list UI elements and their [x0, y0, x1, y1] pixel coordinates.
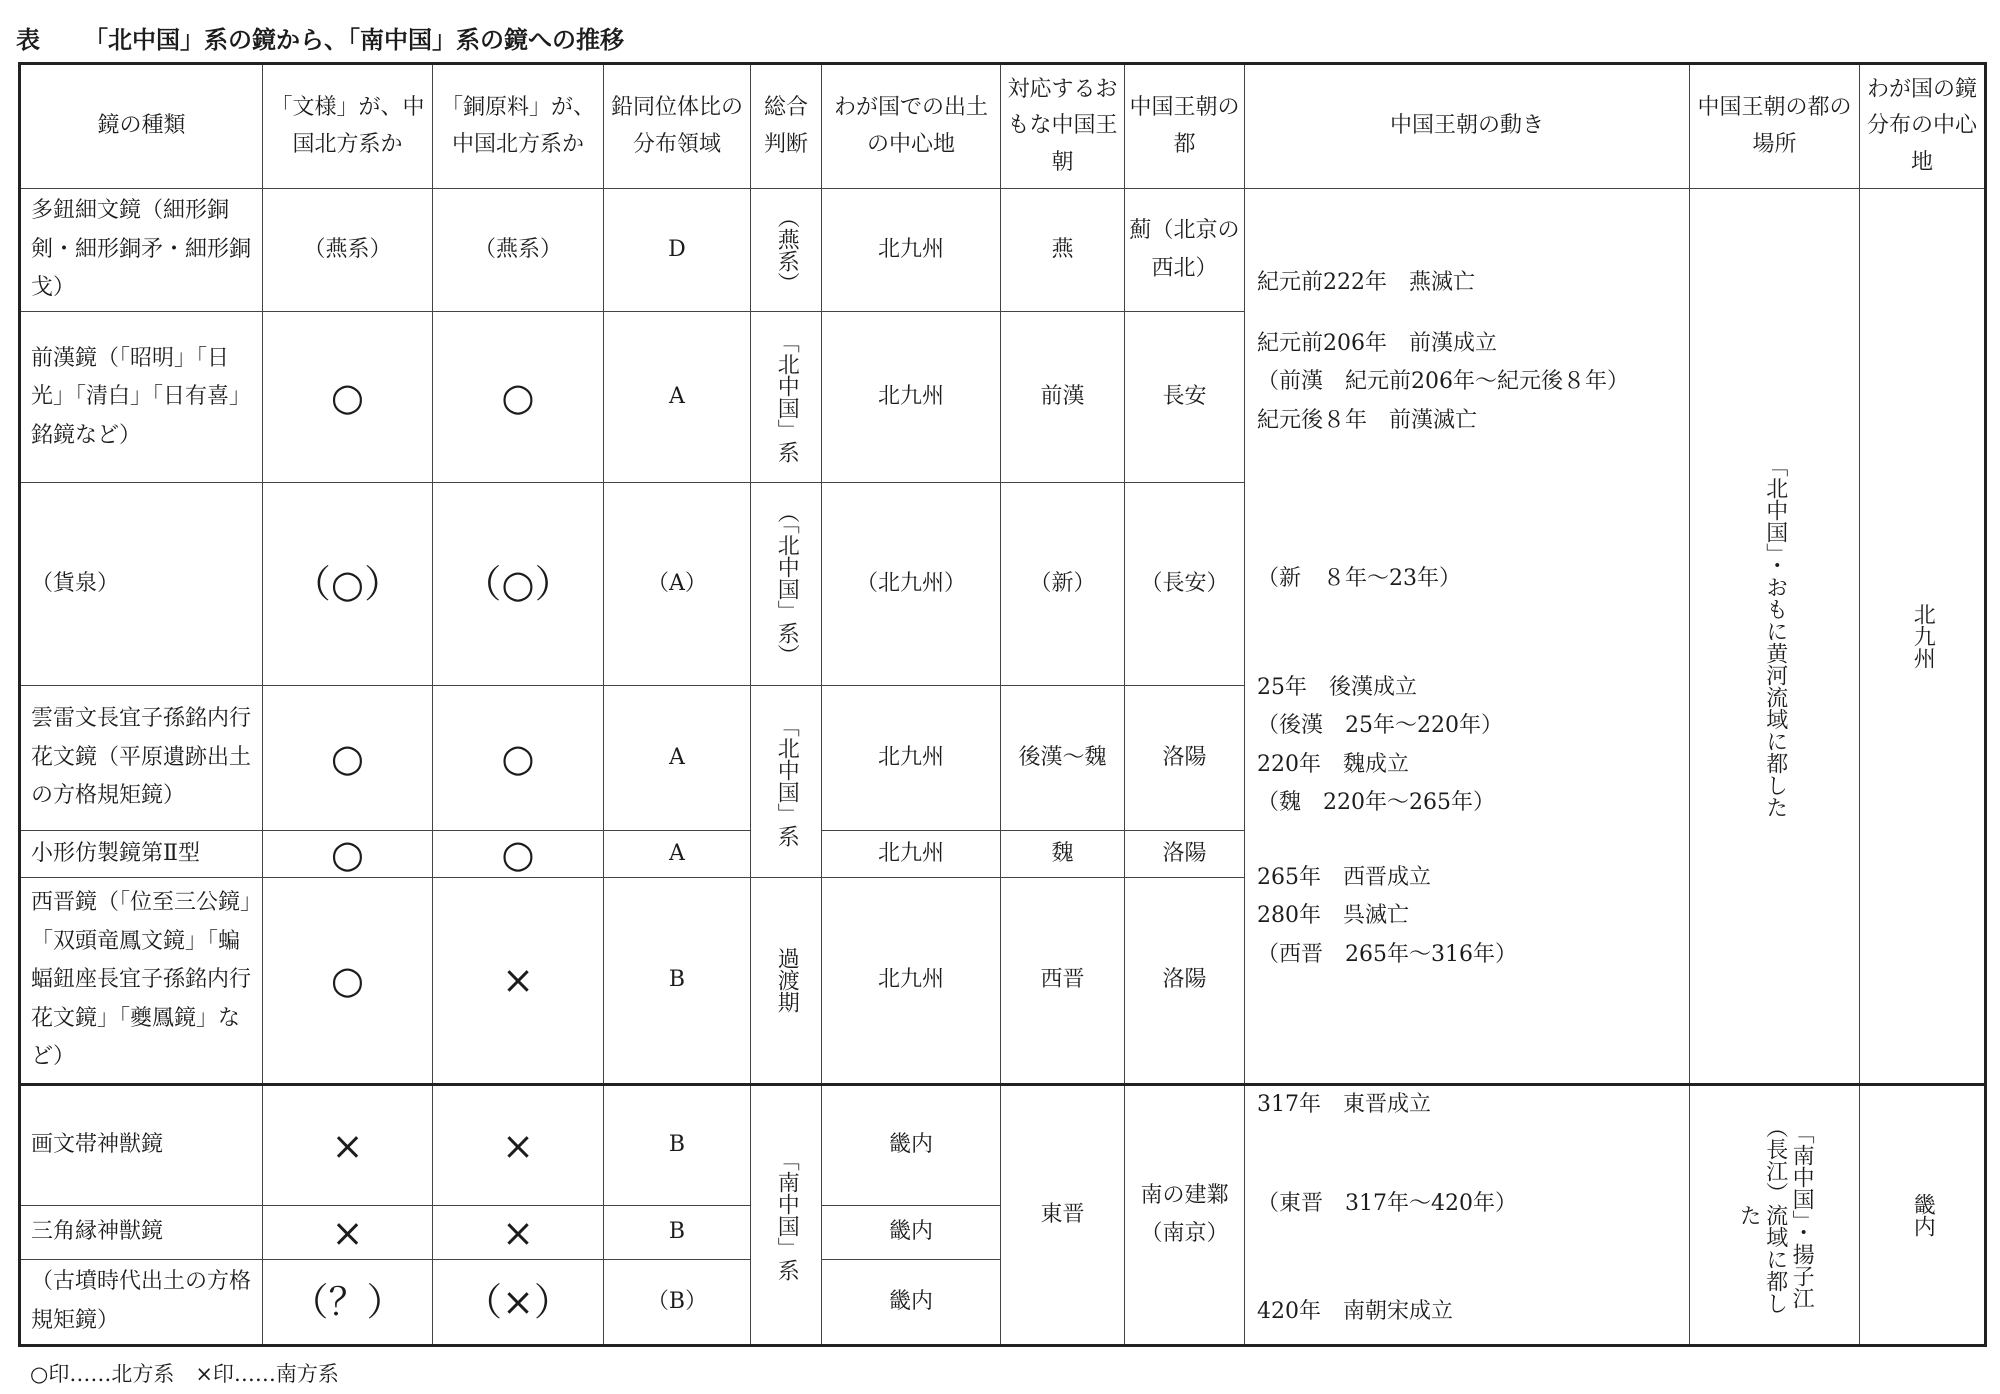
capital-place-north-text: 「北中国」・おもに黄河流域に都した — [1762, 454, 1788, 818]
header-kind: 鏡の種類 — [20, 64, 263, 189]
header-dynasty: 対応するおもな中国王朝 — [1001, 64, 1125, 189]
overall-text: 「北中国」系 — [774, 331, 800, 464]
header-row — [20, 64, 1986, 189]
site-cell: 北九州 — [822, 312, 1001, 483]
table-row — [20, 1085, 1986, 1206]
dist-south — [1860, 1085, 1986, 1346]
header-site: わが国での出土の中心地 — [822, 64, 1001, 189]
site-cell: 北九州 — [822, 685, 1001, 831]
overall-text: （燕系） — [774, 206, 800, 295]
event-item: 紀元前222年 燕滅亡 — [1257, 270, 1475, 295]
isotope-cell: （A） — [604, 483, 751, 685]
overall-text: 過渡期 — [774, 947, 800, 1014]
overall-cell — [751, 483, 822, 685]
table-row — [20, 189, 1986, 312]
copper-cell: ○ — [433, 685, 604, 831]
header-copper: 「銅原料」が、中国北方系か — [433, 64, 604, 189]
isotope-cell: B — [604, 1085, 751, 1206]
site-cell: 北九州 — [822, 877, 1001, 1084]
header-isotope: 鉛同位体比の分布領域 — [604, 64, 751, 189]
event-item: （前漢 紀元前206年～紀元後８年） — [1257, 369, 1629, 394]
site-cell: （北九州） — [822, 483, 1001, 685]
pattern-cell: × — [263, 1206, 433, 1260]
event-item: 220年 魏成立 — [1257, 751, 1409, 777]
capital-cell: 薊（北京の西北） — [1125, 189, 1245, 312]
isotope-cell: B — [604, 877, 751, 1084]
pattern-cell: ○ — [263, 685, 433, 831]
mirror-name: 多鈕細文鏡（細形銅剣・細形銅矛・細形銅戈） — [20, 189, 263, 312]
header-capital-place: 中国王朝の都の場所 — [1690, 64, 1860, 189]
event-item: 265年 西晋成立 — [1257, 864, 1431, 890]
capital-cell: 長安 — [1125, 312, 1245, 483]
header-pattern: 「文様」が、中国北方系か — [263, 64, 433, 189]
capital-place-south-text: 「南中国」・揚子江（長江）流域に都した — [1736, 1116, 1815, 1314]
header-overall: 総合判断 — [751, 64, 822, 189]
overall-text: 「北中国」系 — [774, 715, 800, 848]
mirror-name: （古墳時代出土の方格規矩鏡） — [20, 1259, 263, 1345]
pattern-cell: ○ — [263, 312, 433, 483]
overall-cell — [751, 685, 822, 877]
overall-cell — [751, 1085, 822, 1346]
isotope-cell: B — [604, 1206, 751, 1260]
mirror-name: 西晋鏡（「位至三公鏡」「双頭竜鳳文鏡」「蝙蝠鈕座長宜子孫銘内行花文鏡」「夔鳳鏡」など） — [20, 877, 263, 1084]
dynasty-events — [1245, 189, 1690, 1085]
site-cell: 北九州 — [822, 831, 1001, 878]
event-item: 紀元後８年 前漢滅亡 — [1257, 407, 1478, 433]
dist-north-text: 北九州 — [1910, 603, 1936, 669]
mirror-name: 前漢鏡（「昭明」「日光」「清白」「日有喜」銘鏡など） — [20, 312, 263, 483]
mirror-name: 画文帯神獣鏡 — [20, 1085, 263, 1206]
capital-cell: 洛陽 — [1125, 685, 1245, 831]
pattern-cell: （？） — [263, 1259, 433, 1345]
site-cell: 畿内 — [822, 1259, 1001, 1345]
header-capital: 中国王朝の都 — [1125, 64, 1245, 189]
mirror-name: 雲雷文長宜子孫銘内行花文鏡（平原遺跡出土の方格規矩鏡） — [20, 685, 263, 831]
pattern-cell: × — [263, 1085, 433, 1206]
overall-text: 「南中国」系 — [774, 1149, 800, 1281]
copper-cell: ○ — [433, 312, 604, 483]
dynasty-cell: 後漢～魏 — [1001, 685, 1125, 831]
overall-text: （「北中国」系） — [774, 501, 800, 667]
overall-cell — [751, 312, 822, 483]
title-label: 表 — [16, 26, 40, 54]
capital-place-north — [1690, 189, 1860, 1085]
event-item: 25年 後漢成立 — [1257, 674, 1417, 700]
overall-cell — [751, 877, 822, 1084]
site-cell: 北九州 — [822, 189, 1001, 312]
legend: ○印……北方系 ×印……南方系 — [30, 1362, 339, 1386]
title-text: 「北中国」系の鏡から、「南中国」系の鏡への推移 — [84, 26, 624, 54]
dynasty-cell: 西晋 — [1001, 877, 1125, 1084]
site-cell: 畿内 — [822, 1206, 1001, 1260]
event-item: （後漢 25年～220年） — [1257, 713, 1503, 738]
isotope-cell: A — [604, 685, 751, 831]
pattern-cell: （○） — [263, 483, 433, 685]
mirror-name: 小形仿製鏡第Ⅱ型 — [20, 831, 263, 878]
site-cell: 畿内 — [822, 1085, 1001, 1206]
copper-cell: × — [433, 1206, 604, 1260]
event-item: （魏 220年～265年） — [1257, 790, 1495, 815]
event-item: （東晋 317年～420年） — [1257, 1190, 1517, 1216]
dist-north — [1860, 189, 1986, 1085]
copper-cell: × — [433, 877, 604, 1084]
event-item: 317年 東晋成立 — [1257, 1092, 1431, 1118]
page-title — [16, 20, 624, 55]
overall-cell — [751, 189, 822, 312]
pattern-cell: ○ — [263, 831, 433, 878]
isotope-cell: A — [604, 312, 751, 483]
dynasty-cell: （新） — [1001, 483, 1125, 685]
pattern-cell: ○ — [263, 877, 433, 1084]
isotope-cell: A — [604, 831, 751, 878]
event-item: （新 ８年～23年） — [1257, 566, 1461, 591]
isotope-cell: （B） — [604, 1259, 751, 1345]
mirror-name: 三角縁神獣鏡 — [20, 1206, 263, 1260]
capital-cell: 洛陽 — [1125, 877, 1245, 1084]
dynasty-cell: 前漢 — [1001, 312, 1125, 483]
event-item: 280年 呉滅亡 — [1257, 903, 1409, 928]
event-item: （西晋 265年～316年） — [1257, 941, 1517, 967]
copper-cell: ○ — [433, 831, 604, 878]
copper-cell: （燕系） — [433, 189, 604, 312]
copper-cell: × — [433, 1085, 604, 1206]
copper-cell: （×） — [433, 1259, 604, 1345]
dynasty-cell: 燕 — [1001, 189, 1125, 312]
capital-place-south — [1690, 1085, 1860, 1346]
header-events: 中国王朝の動き — [1245, 64, 1690, 189]
event-item: 紀元前206年 前漢成立 — [1257, 330, 1497, 356]
pattern-cell: （燕系） — [263, 189, 433, 312]
mirror-transition-table — [18, 62, 1987, 1347]
event-item: 420年 南朝宋成立 — [1257, 1299, 1453, 1325]
dynasty-events-south — [1245, 1085, 1690, 1346]
dynasty-cell: 東晋 — [1001, 1085, 1125, 1346]
header-dist: わが国の鏡分布の中心地 — [1860, 64, 1986, 189]
dist-south-text: 畿内 — [1910, 1193, 1936, 1237]
capital-cell: （長安） — [1125, 483, 1245, 685]
mirror-name: （貨泉） — [20, 483, 263, 685]
capital-cell: 洛陽 — [1125, 831, 1245, 878]
copper-cell: （○） — [433, 483, 604, 685]
dynasty-cell: 魏 — [1001, 831, 1125, 878]
isotope-cell: D — [604, 189, 751, 312]
capital-cell: 南の建鄴（南京） — [1125, 1085, 1245, 1346]
